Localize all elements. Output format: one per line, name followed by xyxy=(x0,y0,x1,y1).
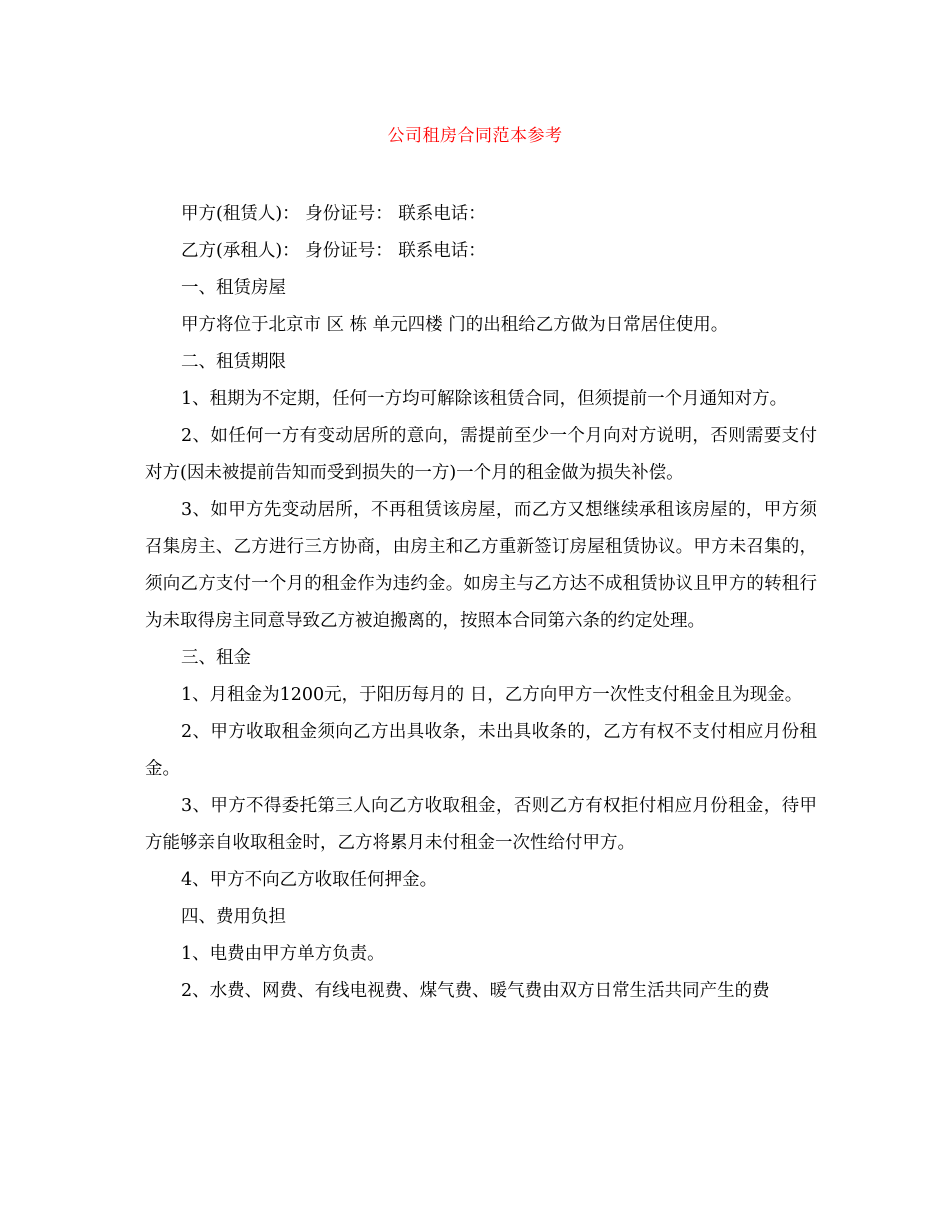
paragraph: 4、甲方不向乙方收取任何押金。 xyxy=(181,870,438,890)
paragraph: 甲方将位于北京市 区 栋 单元四楼 门的出租给乙方做为日常居住使用。 xyxy=(181,315,729,335)
paragraph: 1、月租金为1200元，于阳历每月的 日，乙方向甲方一次性支付租金且为现金。 xyxy=(181,685,803,705)
section-heading-2: 二、租赁期限 xyxy=(181,352,286,372)
paragraph: 2、如任何一方有变动居所的意向，需提前至少一个月向对方说明，否则需要支付对方(因未被提前告知而受到损失的一方)一个月的租金做为损失补偿。 xyxy=(145,426,817,483)
paragraph: 2、水费、网费、有线电视费、煤气费、暖气费由双方日常生活共同产生的费 xyxy=(181,981,770,1001)
document-title: 公司租房合同范本参考 xyxy=(387,126,563,146)
paragraph: 1、租期为不定期，任何一方均可解除该租赁合同，但须提前一个月通知对方。 xyxy=(181,389,788,409)
section-heading-3: 三、租金 xyxy=(181,648,251,668)
paragraph: 3、如甲方先变动居所，不再租赁该房屋，而乙方又想继续承租该房屋的，甲方须召集房主、乙方进行三方协商，由房主和乙方重新签订房屋租赁协议。甲方未召集的，须向乙方支付一个月的租金作为违约金。如房主与乙方达不成租赁协议且甲方的转租行为未取得房主同意导致乙方被迫搬离的，按照本合同第六条的约定处理。 xyxy=(145,500,817,631)
paragraph: 2、甲方收取租金须向乙方出具收条，未出具收条的，乙方有权不支付相应月份租金。 xyxy=(145,722,817,779)
paragraph: 1、电费由甲方单方负责。 xyxy=(181,944,385,964)
party-b-line: 乙方(承租人)： 身份证号： 联系电话： xyxy=(181,241,486,261)
document-body xyxy=(145,196,817,1010)
paragraph: 3、甲方不得委托第三人向乙方收取租金，否则乙方有权拒付相应月份租金，待甲方能够亲自收取租金时，乙方将累月未付租金一次性给付甲方。 xyxy=(145,796,817,853)
section-heading-1: 一、租赁房屋 xyxy=(181,278,286,298)
section-heading-4: 四、费用负担 xyxy=(181,907,286,927)
party-a-line: 甲方(租赁人)： 身份证号： 联系电话： xyxy=(181,204,486,224)
